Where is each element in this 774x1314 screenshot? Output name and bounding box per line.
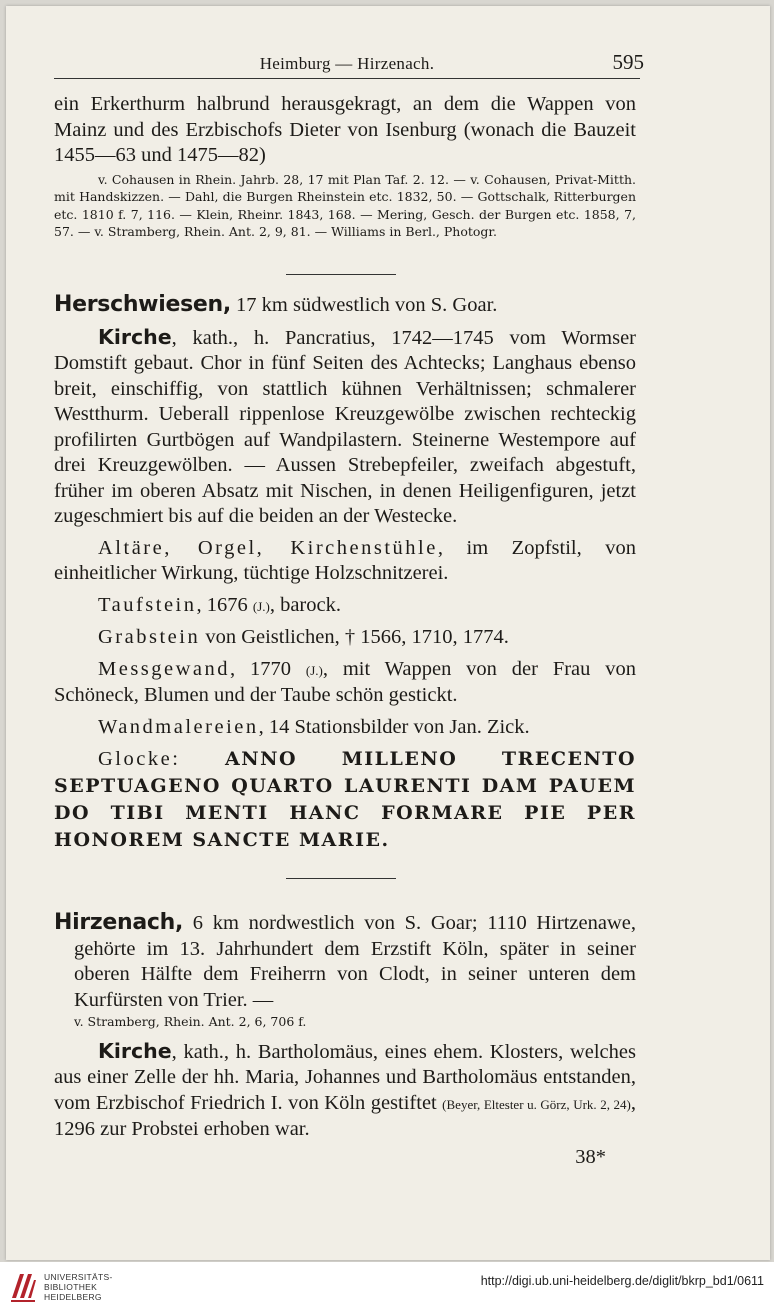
messgewand-text: , 1770 — [230, 657, 306, 680]
book-page — [6, 6, 770, 1260]
library-name-line1: UNIVERSITÄTS- — [44, 1272, 113, 1282]
library-name — [44, 1272, 113, 1302]
altaere-text: , im Zopfstil, von einheitlicher Wirkung, tüchtige Holzschnitzerei. — [54, 536, 636, 584]
hirzenach-section — [54, 910, 636, 1170]
hirzenach-kirche-label: Kirche — [98, 1038, 172, 1063]
section-divider — [286, 878, 396, 879]
sheet-signature: 38* — [575, 1145, 606, 1168]
library-name-line3: HEIDELBERG — [44, 1292, 102, 1302]
herschwiesen-wandmalereien — [54, 715, 636, 741]
hirzenach-kirche — [54, 1039, 636, 1143]
hirzenach-kirche-text: , kath., h. Bartholomäus, eines ehem. Klosters, welches aus einer Zelle der hh. Maria, Johannes und Bartholomäus entstanden, vom Erzbischof Friedrich I. von Köln gestiftet — [54, 1040, 636, 1114]
page-number: 595 — [612, 50, 644, 74]
hirzenach-heading-line — [54, 910, 636, 1013]
herschwiesen-section — [54, 292, 636, 854]
library-footer — [0, 1262, 774, 1314]
section-divider — [286, 274, 396, 275]
hirzenach-reference: v. Stramberg, Rhein. Ant. 2, 6, 706 f. — [74, 1014, 307, 1029]
glocke-inscription: ANNO MILLENO TRECENTO SEPTUAGENO QUARTO LAURENTI DAM PAUEM DO TIBI MENTI HANC FORMARE PIE PER HONOREM SANCTE MARIE. — [54, 748, 636, 851]
taufstein-label: Taufstein — [98, 593, 197, 616]
wandmalereien-text: , 14 Stationsbilder von Jan. Zick. — [258, 715, 530, 738]
altaere-label: Altäre, Orgel, Kirchenstühle — [98, 536, 438, 559]
university-library-logo-icon — [8, 1268, 38, 1306]
herschwiesen-messgewand — [54, 657, 636, 709]
herschwiesen-altaere — [54, 536, 636, 587]
messgewand-note: (J.) — [305, 662, 323, 678]
messgewand-label: Messgewand — [98, 657, 231, 680]
herschwiesen-heading: Herschwiesen, — [54, 292, 231, 317]
library-name-line2: BIBLIOTHEK — [44, 1282, 98, 1292]
wandmalereien-label: Wandmalereien — [98, 715, 259, 738]
grabstein-label: Grabstein — [98, 626, 201, 648]
hirzenach-kirche-tail: , 1296 zur Probstei erhoben war. — [54, 1091, 636, 1141]
intro-references: v. Cohausen in Rhein. Jahrb. 28, 17 mit Plan Taf. 2. 12. — v. Cohausen, Privat-Mitth. mit Handskizzen. — Dahl, die Burgen Rheinstein etc. 1832, 50. — Gottschalk, Ritterburgen etc. 1810 f. 7, 116. — Klein, Rheinr. 1843, 168. — Mering, Gesch. der Burgen etc. 1858, 7, 57. — v. Stramberg, Rhein. Ant. 2, 9, 81. — Williams in Berl., Photogr. — [54, 171, 636, 240]
taufstein-text: , 1676 — [196, 593, 253, 616]
herschwiesen-glocke — [54, 746, 636, 854]
kirche-text: , kath., h. Pancratius, 1742—1745 vom Wormser Domstift gebaut. Chor in fünf Seiten des Achtecks; Langhaus ebenso breit, einschiffig, von stattlich kühnen Verhältnissen; schmalerer Westthurm. Ueberall rippenlose Kreuzgewölbe zwischen rechteckig profilirten Gurtbögen auf Wandpilastern. Steinerne Westempore auf drei Kreuzgewölben. — Aussen Strebepfeiler, zweifach abgestuft, früher im oberen Absatz mit Nischen, in denen Heiligenfiguren, jetzt zugeschmiert bis auf die beiden an der Westecke. — [54, 326, 636, 527]
running-title: Heimburg — Hirzenach. — [259, 54, 435, 73]
intro-section — [54, 92, 636, 241]
glocke-label: Glocke: — [98, 748, 181, 770]
taufstein-tail: , barock. — [269, 593, 341, 616]
hirzenach-kirche-ref: (Beyer, Eltester u. Görz, Urk. 2, 24) — [442, 1096, 631, 1112]
herschwiesen-grabstein — [54, 625, 636, 651]
herschwiesen-heading-line — [54, 292, 636, 319]
grabstein-text: von Geistlichen, † 1566, 1710, 1774. — [200, 626, 509, 648]
kirche-label: Kirche — [98, 324, 172, 349]
hirzenach-heading: Hirzenach, — [54, 910, 184, 935]
taufstein-note: (J.) — [252, 598, 270, 614]
permalink-url[interactable]: http://digi.ub.uni-heidelberg.de/diglit/bkrp_bd1/0611 — [480, 1274, 764, 1288]
intro-paragraph: ein Erkerthurm halbrund herausgekragt, an dem die Wappen von Mainz und des Erzbischofs Dieter von Isenburg (wonach die Bauzeit 1455—63 und 1475—82) — [54, 93, 636, 166]
page-header — [54, 50, 644, 79]
hirzenach-location: 6 km nordwestlich von S. Goar; 1110 Hirtzenawe, gehörte im 13. Jahrhundert dem Erzstift Köln, später in seiner oberen Hälfte dem Freiherrn von Clodt, in seiner unteren dem Kurfürsten von Trier. — — [74, 912, 636, 1011]
herschwiesen-taufstein — [54, 593, 636, 620]
herschwiesen-kirche — [54, 325, 636, 530]
messgewand-tail: , mit Wappen von der Frau von Schöneck, Blumen und der Taube schön gestickt. — [54, 657, 637, 706]
herschwiesen-location: 17 km südwestlich von S. Goar. — [230, 294, 498, 316]
